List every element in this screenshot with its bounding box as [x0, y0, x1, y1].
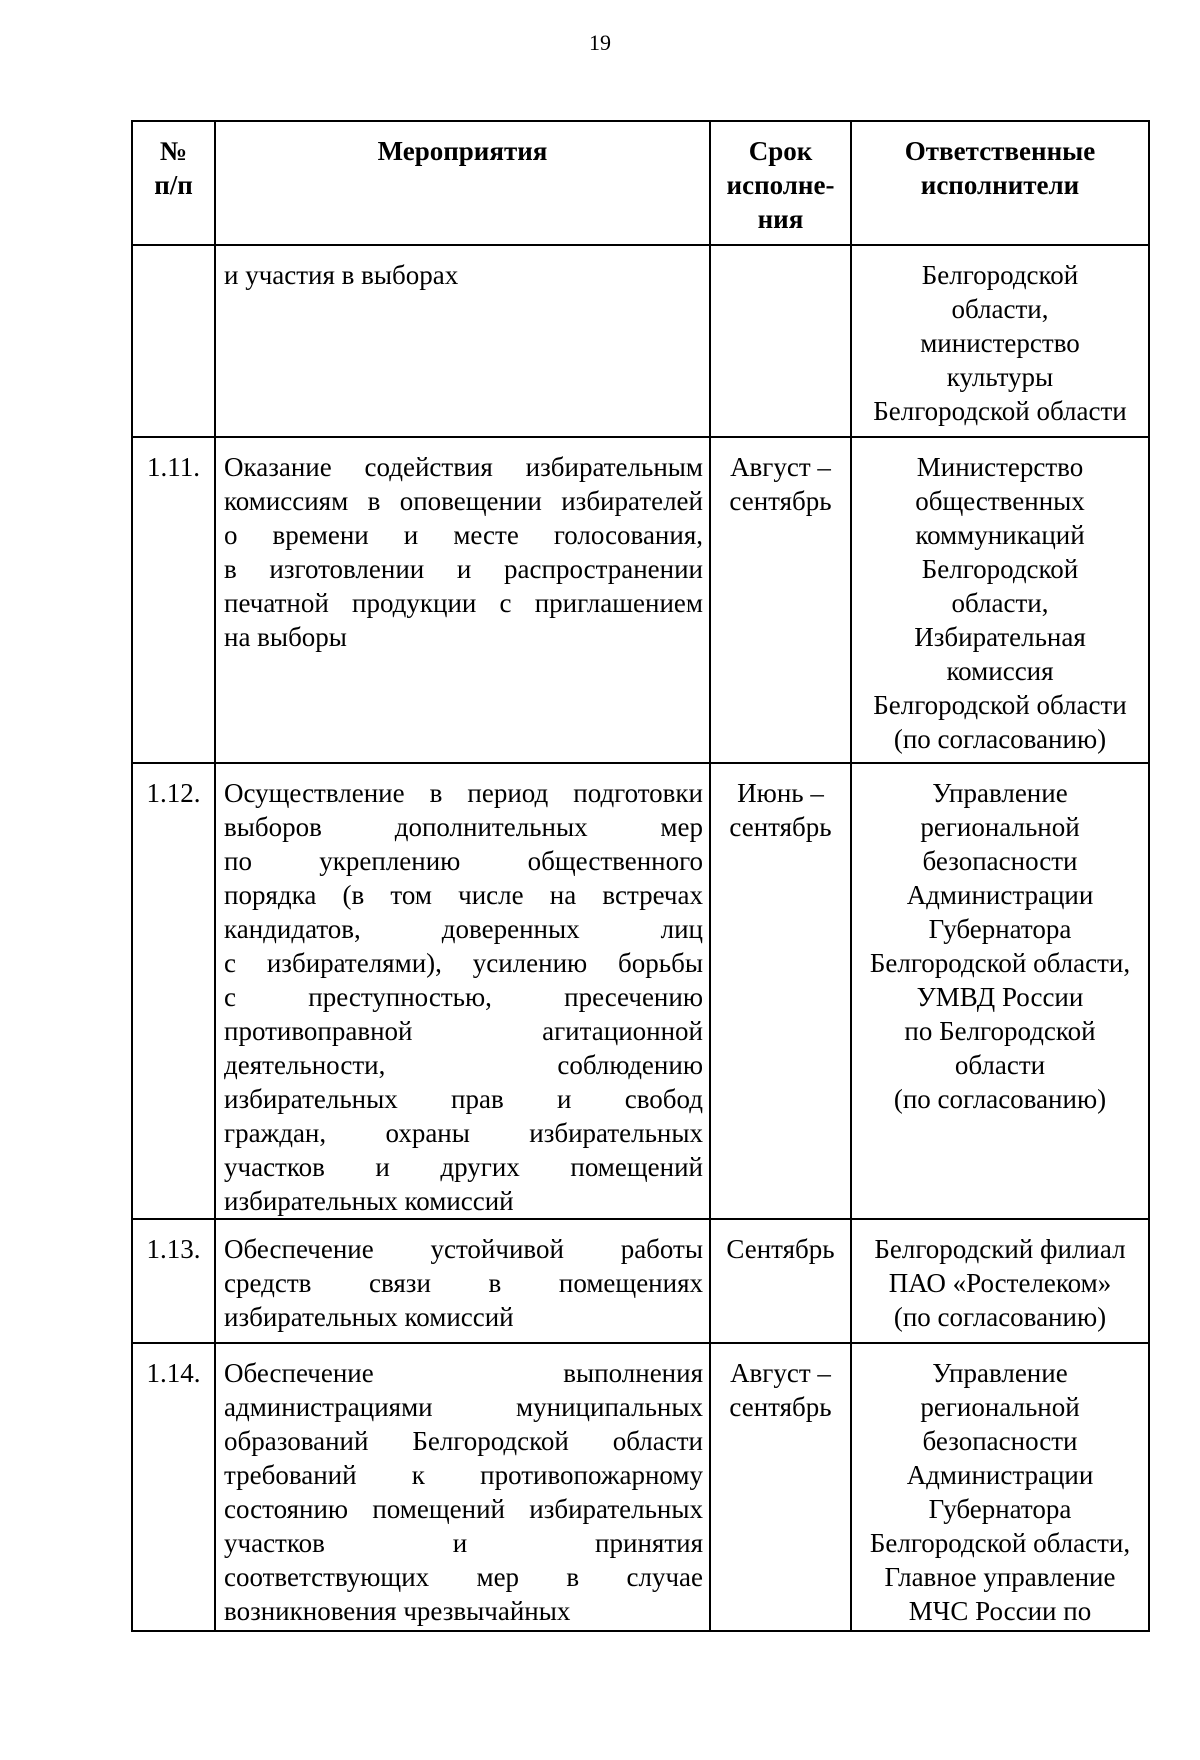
responsible-line: Белгородской области: [873, 396, 1127, 426]
responsible-line: УМВД России: [916, 982, 1084, 1012]
activity-line: соответствующих мер в случае: [224, 1562, 703, 1592]
activity-line: образований Белгородской области: [224, 1426, 703, 1456]
activity-line: Оказание содействия избирательным: [224, 452, 703, 482]
header-term: [710, 121, 851, 245]
row-number: 1.11.: [132, 437, 215, 763]
responsible-line: Белгородской области: [873, 690, 1127, 720]
activity-line: противоправной агитационной: [224, 1016, 703, 1046]
activity-line: состоянию помещений избирательных: [224, 1494, 703, 1524]
term-line: сентябрь: [729, 1392, 832, 1422]
activity-line: деятельности, соблюдению: [224, 1050, 703, 1080]
term-line: Июнь –: [737, 778, 824, 808]
activity-line: печатной продукции с приглашением: [224, 588, 703, 618]
responsible-line: Избирательная: [914, 622, 1086, 652]
responsible-line: Администрации: [906, 1460, 1094, 1490]
term-line: сентябрь: [729, 486, 832, 516]
activity-line: Осуществление в период подготовки: [224, 778, 703, 808]
row-number: 1.13.: [132, 1219, 215, 1343]
responsible-line: Белгородский филиал: [874, 1234, 1126, 1264]
header-activity: [215, 121, 710, 245]
activity-line: участков и других помещений: [224, 1152, 703, 1182]
term-cell: [710, 437, 851, 763]
activity-line: граждан, охраны избирательных: [224, 1118, 703, 1148]
responsible-line: министерство: [920, 328, 1080, 358]
responsible-line: Белгородской: [921, 260, 1079, 290]
responsible-line: (по согласованию): [893, 724, 1107, 754]
responsible-line: Администрации: [906, 880, 1094, 910]
activity-line: избирательных прав и свобод: [224, 1084, 703, 1114]
responsible-line: Белгородской области,: [869, 948, 1131, 978]
activity-line: администрациями муниципальных: [224, 1392, 703, 1422]
term-cell: [710, 763, 851, 1219]
header-term-line: Срок: [748, 136, 813, 166]
term-line: Август –: [730, 452, 831, 482]
activity-line: комиссиям в оповещении избирателей: [224, 486, 703, 516]
responsible-line: общественных: [915, 486, 1085, 516]
responsible-cell: [851, 1219, 1149, 1343]
activity-line: возникновения чрезвычайных: [224, 1596, 571, 1626]
activity-line: по укреплению общественного: [224, 846, 703, 876]
responsible-line: комиссия: [946, 656, 1054, 686]
activity-line: средств связи в помещениях: [224, 1268, 703, 1298]
responsible-line: безопасности: [922, 1426, 1078, 1456]
term-line: сентябрь: [729, 812, 832, 842]
responsible-line: региональной: [920, 812, 1080, 842]
activity-line: в изготовлении и распространении: [224, 554, 703, 584]
responsible-line: Белгородской: [921, 554, 1079, 584]
activity-line: выборов дополнительных мер: [224, 812, 703, 842]
term-cell: [710, 245, 851, 437]
term-cell: [710, 1343, 851, 1631]
header-term-line: исполне-: [726, 170, 835, 200]
term-cell: [710, 1219, 851, 1343]
table-row: [132, 763, 1149, 1219]
responsible-line: (по согласованию): [893, 1302, 1107, 1332]
activity-line: с преступностью, пресечению: [224, 982, 703, 1012]
header-number-line: №: [159, 136, 188, 166]
responsible-line: области,: [951, 588, 1049, 618]
responsible-line: культуры: [946, 362, 1054, 392]
activity-line: требований к противопожарному: [224, 1460, 703, 1490]
responsible-line: области: [954, 1050, 1046, 1080]
responsible-line: региональной: [920, 1392, 1080, 1422]
activity-line: участков и принятия: [224, 1528, 703, 1558]
header-responsible: [851, 121, 1149, 245]
term-line: Сентябрь: [726, 1234, 835, 1264]
responsible-cell: [851, 245, 1149, 437]
responsible-line: ПАО «Ростелеком»: [888, 1268, 1112, 1298]
responsible-line: МЧС России по: [908, 1596, 1092, 1626]
table-row: [132, 437, 1149, 763]
responsible-line: области,: [951, 294, 1049, 324]
activity-line: избирательных комиссий: [224, 1302, 514, 1332]
header-responsible-line: Ответственные: [904, 136, 1096, 166]
activity-cell: [215, 763, 710, 1219]
header-responsible-line: исполнители: [920, 170, 1080, 200]
activity-line: с избирателями), усилению борьбы: [224, 948, 703, 978]
activity-line: порядка (в том числе на встречах: [224, 880, 703, 910]
responsible-line: Губернатора: [928, 1494, 1072, 1524]
header-number-line: п/п: [154, 170, 193, 200]
header-number: [132, 121, 215, 245]
activity-line: избирательных комиссий: [224, 1186, 514, 1216]
responsible-line: Белгородской области,: [869, 1528, 1131, 1558]
header-activity-line: Мероприятия: [377, 136, 548, 166]
row-number: [132, 245, 215, 437]
activity-line: кандидатов, доверенных лиц: [224, 914, 703, 944]
responsible-line: Главное управление: [884, 1562, 1116, 1592]
activity-cell: [215, 245, 710, 437]
responsible-line: Управление: [932, 1358, 1068, 1388]
page-number: 19: [589, 30, 611, 55]
table-header: [132, 121, 1149, 245]
activity-line: Обеспечение выполнения: [224, 1358, 703, 1388]
table-body: [132, 245, 1149, 1631]
responsible-line: Управление: [932, 778, 1068, 808]
responsible-line: коммуникаций: [915, 520, 1085, 550]
responsible-line: Губернатора: [928, 914, 1072, 944]
activity-cell: [215, 1343, 710, 1631]
responsible-line: безопасности: [922, 846, 1078, 876]
responsible-cell: [851, 437, 1149, 763]
table-row: [132, 1343, 1149, 1631]
table-row: [132, 245, 1149, 437]
activity-cell: [215, 1219, 710, 1343]
row-number: 1.12.: [132, 763, 215, 1219]
row-number: 1.14.: [132, 1343, 215, 1631]
activity-line: о времени и месте голосования,: [224, 520, 703, 550]
activity-line: и участия в выборах: [224, 260, 459, 290]
term-line: Август –: [730, 1358, 831, 1388]
activity-line: на выборы: [224, 622, 347, 652]
responsible-line: по Белгородской: [904, 1016, 1096, 1046]
responsible-line: (по согласованию): [893, 1084, 1107, 1114]
measures-table: [131, 120, 1150, 1632]
table-row: [132, 1219, 1149, 1343]
responsible-cell: [851, 763, 1149, 1219]
header-term-line: ния: [757, 204, 804, 234]
responsible-line: Министерство: [916, 452, 1084, 482]
activity-cell: [215, 437, 710, 763]
responsible-cell: [851, 1343, 1149, 1631]
activity-line: Обеспечение устойчивой работы: [224, 1234, 703, 1264]
